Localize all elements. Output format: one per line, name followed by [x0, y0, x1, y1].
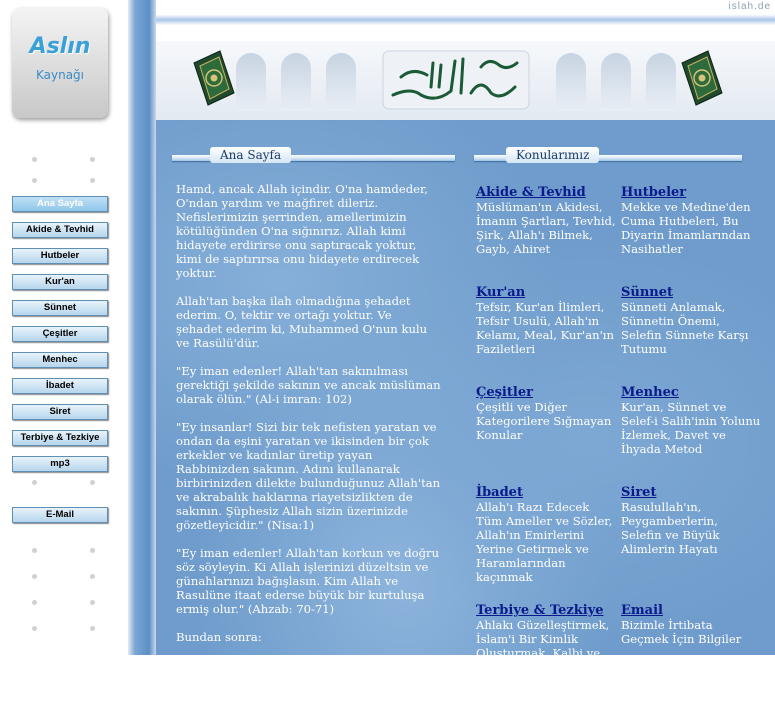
nav-terbiye-tezkiye[interactable]: Terbiye & Tezkiye	[12, 430, 108, 446]
nav-mp3[interactable]: mp3	[12, 456, 108, 472]
header-banner	[156, 38, 775, 127]
category-description: Kur'an, Sünnet ve Selef-i Salih'inin Yolunu İzlemek, Davet ve İhyada Metod	[621, 400, 761, 456]
category-hutbeler	[621, 185, 761, 256]
shahada-calligraphy-icon	[381, 47, 531, 113]
paragraph: Allah'tan başka ilah olmadığına şehadet ederim. O, tektir ve ortağı yoktur. Ve şehadet ederim ki, Muhammed O'nun kulu ve Rasülü'dür.	[176, 294, 428, 350]
category-link[interactable]: Email	[621, 603, 663, 618]
paragraph: "Ey iman edenler! Allah'tan korkun ve doğru söz söyleyin. Ki Allah işlerinizi düzeltsin ve günahlarınızı bağışlasın. Kim Allah ve Rasulüne itaat ederse büyük bir kurtuluşa ermiş olur." (Ahzab: 70-71)	[176, 546, 440, 616]
category-siret	[621, 485, 761, 556]
nav-siret[interactable]: Siret	[12, 404, 108, 420]
paragraph: Hamd, ancak Allah içindir. O'na hamdeder, O'ndan yardım ve mağfiret dileriz. Nefislerimizin şerrinden, amellerimizin kötülüğünden O'na sığınırız. Allah kimi hidayete erdirirse onu saptıracak yoktur, kimi de saptırırsa onu hidayete erdirecek yoktur.	[176, 182, 428, 280]
banner-arch	[646, 53, 676, 111]
category-link[interactable]: Kur'an	[476, 285, 526, 300]
nav-ibadet[interactable]: İbadet	[12, 378, 108, 394]
nav-menhec[interactable]: Menhec	[12, 352, 108, 368]
paragraph: "Ey iman edenler! Allah'tan sakınılması gerektiği şekilde sakının ve ancak müslüman olarak ölün." (Al-i imran: 102)	[176, 364, 441, 406]
nav-kuran[interactable]: Kur'an	[12, 274, 108, 290]
banner-arch	[236, 53, 266, 111]
decorative-dots	[0, 574, 128, 582]
decorative-dots	[0, 600, 128, 608]
decorative-dots	[0, 157, 128, 165]
site-domain: islah.de	[728, 1, 771, 12]
decorative-dots	[0, 626, 128, 634]
section-header-topics	[474, 147, 742, 165]
nav-akide-tevhid[interactable]: Akide & Tevhid	[12, 222, 108, 238]
category-sunnet	[621, 285, 761, 356]
category-ibadet	[476, 485, 616, 584]
decorative-dots	[0, 480, 128, 488]
category-link[interactable]: Çeşitler	[476, 385, 533, 400]
logo-title: Aslın	[29, 34, 91, 59]
category-description: Müslüman'ın Akidesi, İmanın Şartları, Tevhid, Şirk, Allah'ı Bilmek, Gayb, Ahiret	[476, 200, 616, 256]
category-menhec	[621, 385, 761, 456]
category-link[interactable]: Sünnet	[621, 285, 674, 300]
category-description: Çeşitli ve Diğer Kategorilere Sığmayan Konular	[476, 400, 612, 442]
decorative-divider	[128, 0, 156, 655]
paragraph: "Ey insanlar! Sizi bir tek nefisten yaratan ve ondan da eşini yaratan ve ikisinden bir çok erkekler ve kadınlar üretip yayan Rabbinizden sakının. Adını kullanarak birbirinizden dilekte bulunduğunuz Allah'tan ve akrabalık haklarına riayetsizlikten de sakının. Şüphesiz Allah sizin üzerinizde gözetleyicidir." (Nisa:1)	[176, 420, 441, 532]
category-link[interactable]: Menhec	[621, 385, 679, 400]
category-description: Tefsir, Kur'an İlimleri, Tefsir Usulü, Allah'ın Kelamı, Meal, Kur'an'ın Faziletleri	[476, 300, 614, 356]
nav-hutbeler[interactable]: Hutbeler	[12, 248, 108, 264]
quran-book-icon	[678, 49, 726, 107]
nav-sunnet[interactable]: Sünnet	[12, 300, 108, 316]
category-terbiye-tezkiye	[476, 603, 616, 660]
header-bar	[156, 0, 775, 36]
banner-arch	[601, 53, 631, 111]
category-link[interactable]: Hutbeler	[621, 185, 687, 200]
nav-cesitler[interactable]: Çeşitler	[12, 326, 108, 342]
paragraph: "Muhakkak ki, sözlerin en doğrusu Allah'ın Kelam'ı, yolların en hayırlısı Muhammed (s.a.v.)'in yoludur. İşlerin en kötüsü ise	[176, 658, 430, 700]
category-description: Sünneti Anlamak, Sünnetin Önemi, Selefin Sünnete Karşı Tutumu	[621, 300, 749, 356]
quran-book-icon	[190, 49, 238, 107]
banner-arch	[326, 53, 356, 111]
category-description: Rasulullah'ın, Peygamberlerin, Selefin ve Büyük Alimlerin Hayatı	[621, 500, 720, 556]
decorative-dots	[0, 548, 128, 556]
category-kuran	[476, 285, 616, 356]
section-title: Konularımız	[506, 147, 599, 163]
category-link[interactable]: Terbiye & Tezkiye	[476, 603, 604, 618]
category-link[interactable]: Siret	[621, 485, 657, 500]
category-description: Ahlakı Güzelleştirmek, İslam'i Bir Kimlik Oluşturmak, Kalbi ve	[476, 618, 610, 660]
nav-email[interactable]: E-Mail	[12, 507, 108, 523]
banner-arch	[281, 53, 311, 111]
intro-text	[176, 182, 441, 714]
paragraph: Bundan sonra:	[176, 630, 262, 644]
nav-ana-sayfa[interactable]: Ana Sayfa	[12, 196, 108, 212]
category-cesitler	[476, 385, 616, 442]
section-header-home	[172, 147, 455, 165]
banner-arch	[556, 53, 586, 111]
category-akide-tevhid	[476, 185, 616, 256]
section-title: Ana Sayfa	[210, 147, 291, 163]
logo-subtitle: Kaynağı	[35, 68, 85, 82]
sidebar	[0, 0, 128, 655]
category-description: Bizimle İrtibata Geçmek İçin Bilgiler	[621, 618, 742, 646]
category-link[interactable]: Akide & Tevhid	[476, 185, 586, 200]
site-logo[interactable]	[12, 8, 108, 118]
category-description: Mekke ve Medine'den Cuma Hutbeleri, Bu Diyarin İmamlarından Nasihatler	[621, 200, 751, 256]
decorative-dots	[0, 178, 128, 186]
category-description: Allah'ı Razı Edecek Tüm Ameller ve Sözler, Allah'ın Emirlerini Yerine Getirmek ve Haramlarından kaçınmak	[476, 500, 613, 584]
category-email	[621, 603, 761, 646]
category-link[interactable]: İbadet	[476, 485, 523, 500]
